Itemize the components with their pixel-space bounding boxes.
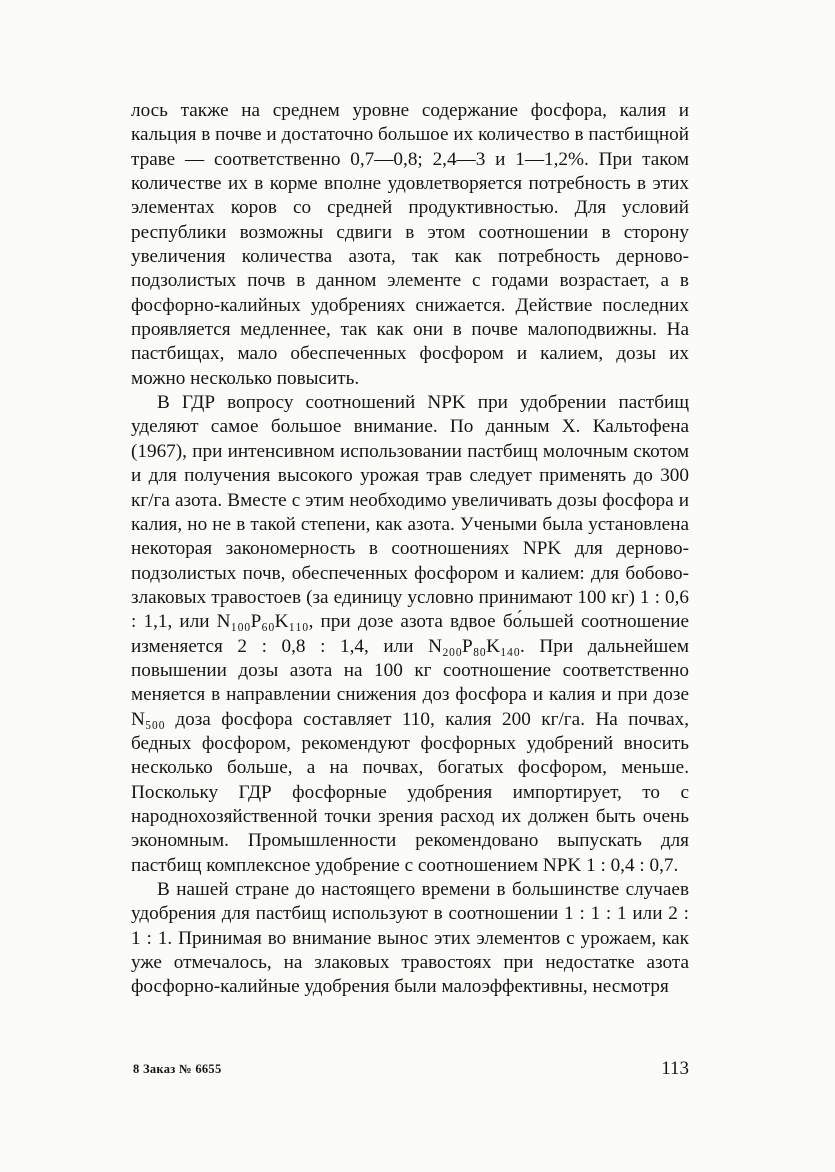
page-footer: [131, 1058, 689, 1084]
page-number: 113: [661, 1058, 689, 1079]
paragraph-gdr-npk: В ГДР вопросу соотношений NPK при удобрении пастбищ уделяют самое большое внимание. По данным Х. Кальтофена (1967), при интенсивном использовании пастбищ молочным скотом и для получения высокого урожая трав следует применять до 300 кг/га азота. Вместе с этим необходимо увеличивать дозы фосфора и калия, но не в такой степени, как азота. Учеными была установлена некоторая закономерность в соотношениях NPK для дерново-подзолистых почв, обеспеченных фосфором и калием: для бобово-злаковых травостоев (за единицу условно принимают 100 кг) 1 : 0,6 : 1,1, или N₁₀₀P₆₀K₁₁₀, при дозе азота вдвое бо́льшей соотношение изменяется 2 : 0,8 : 1,4, или N₂₀₀P₈₀K₁₄₀. При дальнейшем повышении дозы азота на 100 кг соотношение соответственно меняется в направлении снижения доз фосфора и калия и при дозе N₅₀₀ доза фосфора составляет 110, калия 200 кг/га. На почвах, бедных фосфором, рекомендуют фосфорных удобрений вносить несколько больше, а на почвах, богатых фосфором, меньше. Поскольку ГДР фосфорные удобрения импортирует, то с народнохозяйственной точки зрения расход их должен быть очень экономным. Промышленности рекомендовано выпускать для пастбищ комплексное удобрение с соотношением NPK 1 : 0,4 : 0,7.: [131, 392, 689, 876]
paragraph-our-country: В нашей стране до настоящего времени в большинстве случаев удобрения для пастбищ используют в соотношении 1 : 1 : 1 или 2 : 1 : 1. Принимая во внимание вынос этих элементов с урожаем, как уже отмечалось, на злаковых травостоях при недостатке азота фосфорно-калийные удобрения были малоэффективны, несмотря: [131, 879, 689, 998]
paragraph-continued: лось также на среднем уровне содержание фосфора, калия и кальция в почве и достаточно большое их количество в пастбищной траве — соответственно 0,7—0,8; 2,4—3 и 1—1,2%. При таком количестве их в корме вполне удовлетворяется потребность в этих элементах коров со средней продуктивностью. Для условий республики возможны сдвиги в этом соотношении в сторону увеличения количества азота, так как потребность дерново-подзолистых почв в данном элементе с годами возрастает, а в фосфорно-калийных удобрениях снижается. Действие последних проявляется медленнее, так как они в почве малоподвижны. На пастбищах, мало обеспеченных фосфором и калием, дозы их можно несколько повысить.: [131, 100, 689, 389]
body-text: [131, 99, 689, 1000]
printing-order-mark: 8 Заказ № 6655: [133, 1062, 222, 1076]
